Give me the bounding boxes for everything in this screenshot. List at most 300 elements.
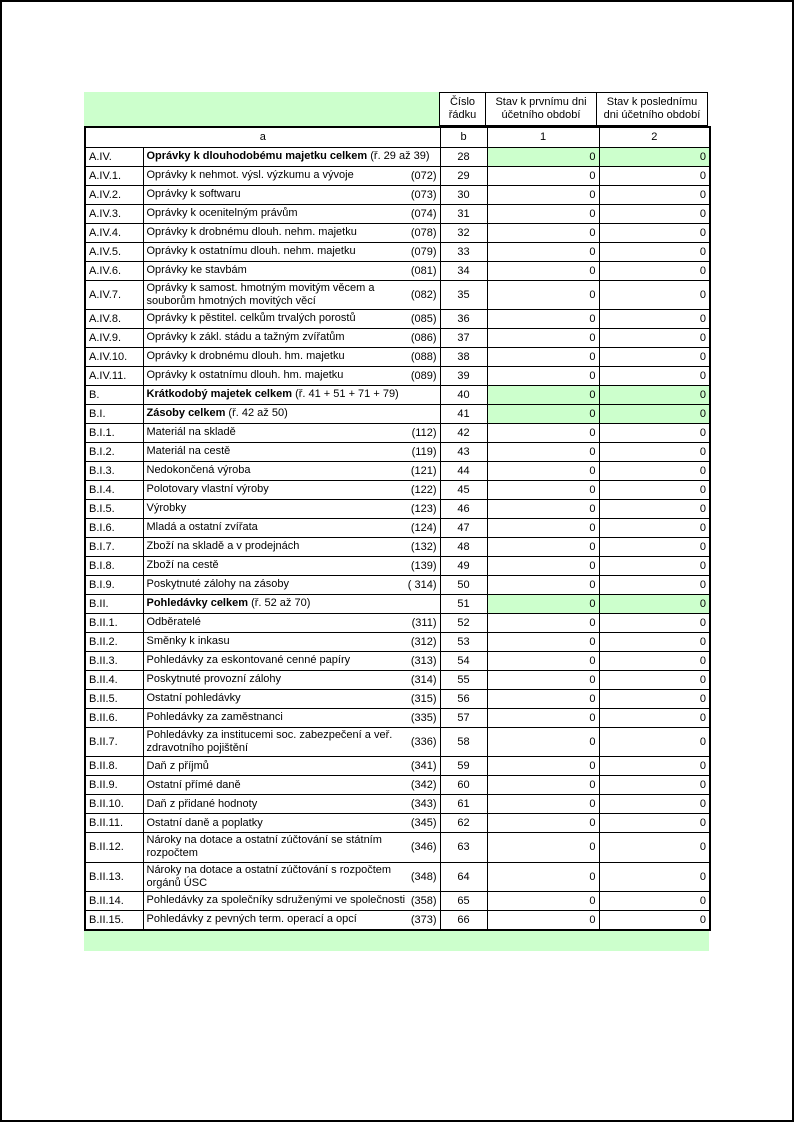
- value-last-day: 0: [599, 185, 710, 204]
- row-number: 56: [440, 689, 487, 708]
- row-description: Daň z přidané hodnoty: [146, 797, 258, 810]
- row-description: Oprávky k dlouhodobému majetku celkem (ř. 29 až 39): [146, 149, 430, 162]
- row-description: Pohledávky za zaměstnanci: [146, 711, 283, 724]
- row-description-cell: [143, 814, 440, 833]
- table-row: [85, 911, 710, 930]
- row-description: Polotovary vlastní výroby: [146, 483, 269, 496]
- value-first-day: 0: [487, 689, 599, 708]
- row-label: B.II.10.: [85, 795, 143, 814]
- account-code: (088): [410, 350, 437, 363]
- value-first-day: 0: [487, 166, 599, 185]
- value-first-day: 0: [487, 795, 599, 814]
- account-code: (119): [411, 445, 437, 458]
- value-first-day: 0: [487, 309, 599, 328]
- account-code: (074): [410, 207, 437, 220]
- value-first-day: 0: [487, 862, 599, 891]
- row-description-cell: [143, 892, 440, 911]
- row-description-cell: [143, 594, 440, 613]
- value-first-day: 0: [487, 708, 599, 727]
- balance-sheet-form: [84, 92, 709, 951]
- account-code: (373): [410, 913, 437, 926]
- account-code: (082): [410, 288, 437, 301]
- row-description: Pohledávky za společníky sdruženými ve společnosti: [146, 894, 406, 907]
- value-first-day: 0: [487, 651, 599, 670]
- row-description: Ostatní pohledávky: [146, 692, 241, 705]
- value-last-day: 0: [599, 862, 710, 891]
- row-description-cell: [143, 461, 440, 480]
- account-code: (079): [410, 245, 437, 258]
- row-number: 65: [440, 892, 487, 911]
- row-description-cell: [143, 862, 440, 891]
- row-description: Oprávky k drobnému dlouh. nehm. majetku: [146, 225, 357, 238]
- row-label: B.II.15.: [85, 911, 143, 930]
- row-label: B.: [85, 385, 143, 404]
- table-row: [85, 328, 710, 347]
- row-number: 48: [440, 537, 487, 556]
- table-row: [85, 261, 710, 280]
- row-description-cell: [143, 385, 440, 404]
- account-code: (123): [410, 502, 437, 515]
- value-first-day: 0: [487, 347, 599, 366]
- row-description: Krátkodobý majetek celkem (ř. 41 + 51 + 71 + 79): [146, 388, 399, 401]
- row-label: B.I.7.: [85, 537, 143, 556]
- value-last-day: 0: [599, 708, 710, 727]
- subheader-row: [85, 127, 710, 147]
- table-header-strip: [84, 92, 709, 126]
- value-last-day: 0: [599, 757, 710, 776]
- row-description: Ostatní daně a poplatky: [146, 816, 263, 829]
- row-description: Poskytnuté provozní zálohy: [146, 673, 282, 686]
- row-description-cell: [143, 575, 440, 594]
- value-last-day: 0: [599, 242, 710, 261]
- row-number: 52: [440, 613, 487, 632]
- value-last-day: 0: [599, 461, 710, 480]
- account-code: (122): [410, 483, 437, 496]
- row-description-cell: [143, 223, 440, 242]
- row-number: 28: [440, 147, 487, 166]
- value-first-day: 0: [487, 461, 599, 480]
- value-first-day: 0: [487, 366, 599, 385]
- table-row: [85, 814, 710, 833]
- row-label: A.IV.4.: [85, 223, 143, 242]
- row-label: B.II.14.: [85, 892, 143, 911]
- value-last-day: 0: [599, 556, 710, 575]
- row-label: B.II.8.: [85, 757, 143, 776]
- account-code: (335): [410, 711, 437, 724]
- row-description: Materiál na cestě: [146, 445, 231, 458]
- row-description: Zboží na skladě a v prodejnách: [146, 540, 300, 553]
- row-description-cell: [143, 242, 440, 261]
- row-description-cell: [143, 185, 440, 204]
- row-number: 35: [440, 280, 487, 309]
- column-number-2: 2: [599, 127, 710, 147]
- row-label: B.I.: [85, 404, 143, 423]
- row-number: 55: [440, 670, 487, 689]
- value-last-day: 0: [599, 727, 710, 756]
- value-last-day: 0: [599, 499, 710, 518]
- row-description: Oprávky k samost. hmotným movitým věcem a souborům hmotných movitých věcí: [146, 281, 375, 307]
- account-code: (124): [410, 521, 437, 534]
- table-row: [85, 892, 710, 911]
- row-label: B.II.12.: [85, 833, 143, 862]
- row-description-cell: [143, 404, 440, 423]
- row-description-cell: [143, 632, 440, 651]
- row-description-cell: [143, 670, 440, 689]
- row-label: A.IV.5.: [85, 242, 143, 261]
- row-label: B.I.4.: [85, 480, 143, 499]
- row-number: 38: [440, 347, 487, 366]
- column-header-value-2: Stav k poslednímu dni účetního období: [596, 92, 708, 126]
- row-description-cell: [143, 833, 440, 862]
- row-description: Ostatní přímé daně: [146, 778, 241, 791]
- account-code: (314): [410, 673, 437, 686]
- table-row: [85, 556, 710, 575]
- row-label: B.II.2.: [85, 632, 143, 651]
- value-last-day: 0: [599, 309, 710, 328]
- table-row: [85, 147, 710, 166]
- account-code: (343): [410, 798, 437, 811]
- value-first-day: 0: [487, 480, 599, 499]
- value-first-day: 0: [487, 670, 599, 689]
- row-label: A.IV.10.: [85, 347, 143, 366]
- value-last-day: 0: [599, 347, 710, 366]
- row-description: Oprávky ke stavbám: [146, 263, 247, 276]
- table-row: [85, 404, 710, 423]
- account-code: (312): [410, 635, 437, 648]
- row-description: Oprávky k pěstitel. celkům trvalých porostů: [146, 312, 356, 325]
- value-first-day: 0: [487, 499, 599, 518]
- row-description: Oprávky k zákl. stádu a tažným zvířatům: [146, 331, 345, 344]
- value-first-day: 0: [487, 185, 599, 204]
- row-label: B.I.9.: [85, 575, 143, 594]
- column-header-value-1: Stav k prvnímu dni účetního období: [485, 92, 597, 126]
- account-code: (078): [410, 226, 437, 239]
- row-description-cell: [143, 204, 440, 223]
- row-label: B.II.5.: [85, 689, 143, 708]
- value-first-day: 0: [487, 613, 599, 632]
- value-last-day: 0: [599, 613, 710, 632]
- row-number: 37: [440, 328, 487, 347]
- row-description-cell: [143, 347, 440, 366]
- row-label: A.IV.2.: [85, 185, 143, 204]
- row-description-cell: [143, 442, 440, 461]
- row-description-cell: [143, 147, 440, 166]
- row-number: 63: [440, 833, 487, 862]
- table-row: [85, 242, 710, 261]
- account-code: (341): [410, 760, 437, 773]
- value-first-day: 0: [487, 757, 599, 776]
- row-description-cell: [143, 366, 440, 385]
- row-number: 32: [440, 223, 487, 242]
- value-last-day: 0: [599, 594, 710, 613]
- row-number: 60: [440, 776, 487, 795]
- account-code: (358): [410, 895, 437, 907]
- value-last-day: 0: [599, 537, 710, 556]
- value-first-day: 0: [487, 575, 599, 594]
- row-description: Oprávky k drobnému dlouh. hm. majetku: [146, 350, 345, 363]
- row-label: A.IV.1.: [85, 166, 143, 185]
- balance-sheet-table: [84, 126, 711, 931]
- value-last-day: 0: [599, 166, 710, 185]
- row-description-cell: [143, 166, 440, 185]
- row-number: 51: [440, 594, 487, 613]
- value-last-day: 0: [599, 328, 710, 347]
- row-label: B.II.9.: [85, 776, 143, 795]
- value-first-day: 0: [487, 632, 599, 651]
- value-last-day: 0: [599, 632, 710, 651]
- table-row: [85, 499, 710, 518]
- row-description-cell: [143, 689, 440, 708]
- account-code: (132): [410, 540, 437, 553]
- row-number: 58: [440, 727, 487, 756]
- value-last-day: 0: [599, 814, 710, 833]
- table-row: [85, 708, 710, 727]
- row-description: Zboží na cestě: [146, 559, 219, 572]
- table-row: [85, 689, 710, 708]
- row-description: Oprávky k ostatnímu dlouh. hm. majetku: [146, 369, 344, 382]
- row-description-cell: [143, 651, 440, 670]
- row-label: A.IV.: [85, 147, 143, 166]
- row-description: Pohledávky z pevných term. operací a opcí: [146, 913, 357, 926]
- row-description: Pohledávky celkem (ř. 52 až 70): [146, 597, 311, 610]
- value-first-day: 0: [487, 594, 599, 613]
- row-label: B.I.5.: [85, 499, 143, 518]
- value-first-day: 0: [487, 537, 599, 556]
- row-label: B.II.3.: [85, 651, 143, 670]
- value-first-day: 0: [487, 242, 599, 261]
- account-code: (085): [410, 312, 437, 325]
- row-number: 42: [440, 423, 487, 442]
- value-first-day: 0: [487, 518, 599, 537]
- row-number: 29: [440, 166, 487, 185]
- table-row: [85, 575, 710, 594]
- row-description-cell: [143, 776, 440, 795]
- value-first-day: 0: [487, 261, 599, 280]
- row-number: 31: [440, 204, 487, 223]
- value-last-day: 0: [599, 670, 710, 689]
- row-label: A.IV.11.: [85, 366, 143, 385]
- value-first-day: 0: [487, 776, 599, 795]
- value-first-day: 0: [487, 404, 599, 423]
- row-label: B.I.3.: [85, 461, 143, 480]
- table-row: [85, 223, 710, 242]
- row-number: 44: [440, 461, 487, 480]
- row-label: B.II.11.: [85, 814, 143, 833]
- row-label: B.I.6.: [85, 518, 143, 537]
- row-label: A.IV.7.: [85, 280, 143, 309]
- row-description-cell: [143, 911, 440, 930]
- row-label: A.IV.3.: [85, 204, 143, 223]
- row-description-cell: [143, 423, 440, 442]
- row-number: 39: [440, 366, 487, 385]
- value-last-day: 0: [599, 651, 710, 670]
- row-description-cell: [143, 280, 440, 309]
- value-last-day: 0: [599, 261, 710, 280]
- row-number: 30: [440, 185, 487, 204]
- value-first-day: 0: [487, 727, 599, 756]
- account-code: (311): [411, 616, 437, 629]
- table-row: [85, 670, 710, 689]
- row-label: B.II.13.: [85, 862, 143, 891]
- value-last-day: 0: [599, 423, 710, 442]
- table-row: [85, 309, 710, 328]
- row-number: 59: [440, 757, 487, 776]
- table-row: [85, 480, 710, 499]
- table-row: [85, 518, 710, 537]
- table-row: [85, 461, 710, 480]
- top-green-bar: [84, 92, 439, 126]
- bottom-green-bar: [84, 931, 709, 951]
- value-first-day: 0: [487, 204, 599, 223]
- table-row: [85, 613, 710, 632]
- value-first-day: 0: [487, 280, 599, 309]
- row-number: 54: [440, 651, 487, 670]
- row-description: Odběratelé: [146, 616, 201, 629]
- row-description: Mladá a ostatní zvířata: [146, 521, 258, 534]
- table-row: [85, 442, 710, 461]
- row-description: Nároky na dotace a ostatní zúčtování s rozpočtem orgánů ÚSC: [146, 863, 392, 889]
- row-description-cell: [143, 328, 440, 347]
- row-description-cell: [143, 727, 440, 756]
- row-description-cell: [143, 499, 440, 518]
- row-number: 43: [440, 442, 487, 461]
- table-row: [85, 651, 710, 670]
- account-code: (346): [410, 841, 437, 854]
- value-first-day: 0: [487, 385, 599, 404]
- row-number: 62: [440, 814, 487, 833]
- value-last-day: 0: [599, 147, 710, 166]
- table-row: [85, 632, 710, 651]
- value-last-day: 0: [599, 689, 710, 708]
- row-label: B.II.1.: [85, 613, 143, 632]
- account-code: (336): [410, 736, 437, 749]
- value-first-day: 0: [487, 147, 599, 166]
- row-number: 34: [440, 261, 487, 280]
- row-number: 64: [440, 862, 487, 891]
- table-row: [85, 727, 710, 756]
- row-number: 45: [440, 480, 487, 499]
- row-description: Oprávky k ostatnímu dlouh. nehm. majetku: [146, 244, 356, 257]
- value-last-day: 0: [599, 911, 710, 930]
- value-last-day: 0: [599, 280, 710, 309]
- value-last-day: 0: [599, 442, 710, 461]
- row-number: 50: [440, 575, 487, 594]
- row-description-cell: [143, 261, 440, 280]
- account-code: (073): [410, 188, 437, 201]
- row-description-cell: [143, 309, 440, 328]
- column-letter-b: b: [440, 127, 487, 147]
- row-description: Nedokončená výroba: [146, 464, 251, 477]
- value-first-day: 0: [487, 911, 599, 930]
- row-number: 41: [440, 404, 487, 423]
- value-first-day: 0: [487, 892, 599, 911]
- row-number: 33: [440, 242, 487, 261]
- row-label: A.IV.8.: [85, 309, 143, 328]
- row-number: 61: [440, 795, 487, 814]
- row-description: Materiál na skladě: [146, 426, 236, 439]
- row-number: 46: [440, 499, 487, 518]
- row-description-cell: [143, 613, 440, 632]
- row-description: Zásoby celkem (ř. 42 až 50): [146, 407, 288, 420]
- row-number: 66: [440, 911, 487, 930]
- row-description-cell: [143, 708, 440, 727]
- account-code: ( 314): [407, 578, 437, 591]
- row-description-cell: [143, 537, 440, 556]
- row-label: B.II.7.: [85, 727, 143, 756]
- account-code: (089): [410, 369, 437, 382]
- account-code: (348): [410, 870, 437, 883]
- column-number-1: 1: [487, 127, 599, 147]
- value-first-day: 0: [487, 442, 599, 461]
- row-description: Pohledávky za eskontované cenné papíry: [146, 654, 351, 667]
- row-description-cell: [143, 480, 440, 499]
- row-description-cell: [143, 795, 440, 814]
- value-last-day: 0: [599, 204, 710, 223]
- value-last-day: 0: [599, 575, 710, 594]
- row-label: A.IV.9.: [85, 328, 143, 347]
- table-row: [85, 347, 710, 366]
- row-label: B.I.1.: [85, 423, 143, 442]
- account-code: (112): [411, 426, 437, 439]
- account-code: (081): [410, 264, 437, 277]
- table-row: [85, 385, 710, 404]
- value-last-day: 0: [599, 892, 710, 911]
- account-code: (139): [410, 559, 437, 572]
- row-number: 49: [440, 556, 487, 575]
- table-row: [85, 862, 710, 891]
- row-number: 47: [440, 518, 487, 537]
- row-number: 53: [440, 632, 487, 651]
- column-letter-a: a: [85, 127, 440, 147]
- account-code: (121): [410, 464, 437, 477]
- account-code: (313): [410, 654, 437, 667]
- row-number: 36: [440, 309, 487, 328]
- table-row: [85, 423, 710, 442]
- row-description: Daň z příjmů: [146, 759, 209, 772]
- row-description-cell: [143, 556, 440, 575]
- account-code: (072): [410, 169, 437, 182]
- account-code: (342): [410, 779, 437, 792]
- account-code: (086): [410, 331, 437, 344]
- value-last-day: 0: [599, 404, 710, 423]
- table-row: [85, 594, 710, 613]
- row-description: Pohledávky za institucemi soc. zabezpečení a veř. zdravotního pojištění: [146, 728, 393, 755]
- row-description-cell: [143, 757, 440, 776]
- value-first-day: 0: [487, 328, 599, 347]
- row-description: Poskytnuté zálohy na zásoby: [146, 578, 289, 591]
- table-row: [85, 280, 710, 309]
- row-label: B.I.8.: [85, 556, 143, 575]
- value-first-day: 0: [487, 556, 599, 575]
- column-header-row-number: Číslo řádku: [439, 92, 486, 126]
- value-last-day: 0: [599, 366, 710, 385]
- value-first-day: 0: [487, 814, 599, 833]
- row-description: Směnky k inkasu: [146, 635, 230, 648]
- value-last-day: 0: [599, 518, 710, 537]
- value-last-day: 0: [599, 385, 710, 404]
- value-first-day: 0: [487, 423, 599, 442]
- row-description-cell: [143, 518, 440, 537]
- row-label: B.II.: [85, 594, 143, 613]
- row-label: B.II.6.: [85, 708, 143, 727]
- value-first-day: 0: [487, 223, 599, 242]
- row-description: Oprávky k softwaru: [146, 187, 241, 200]
- table-row: [85, 757, 710, 776]
- table-row: [85, 537, 710, 556]
- table-row: [85, 366, 710, 385]
- value-last-day: 0: [599, 833, 710, 862]
- row-label: A.IV.6.: [85, 261, 143, 280]
